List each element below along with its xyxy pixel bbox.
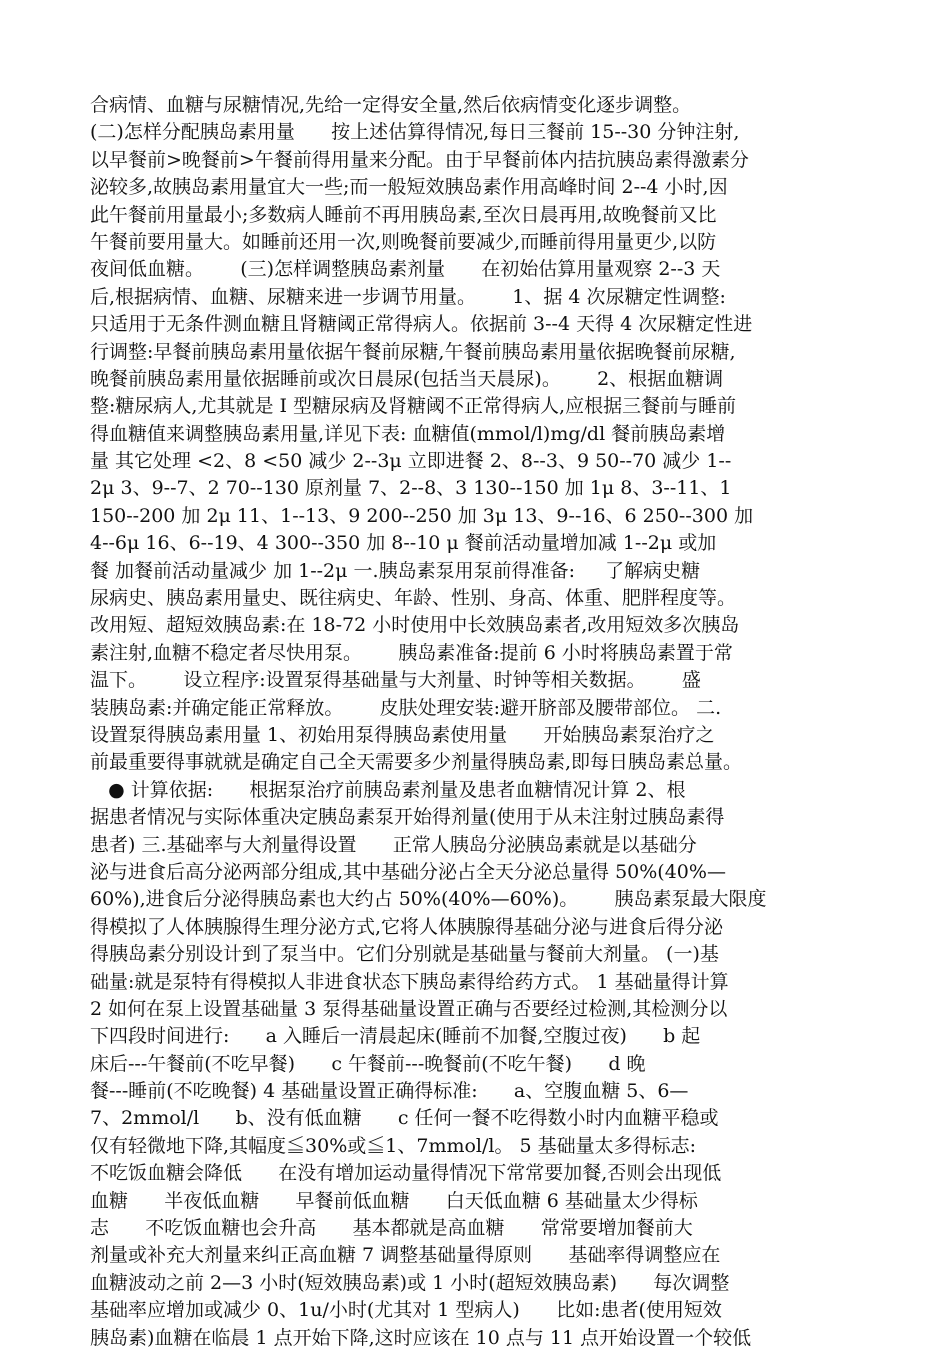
document-body (90, 92, 862, 1352)
text-line: 得血糖值来调整胰岛素用量,详见下表: 血糖值(mmol/l)mg/dl 餐前胰岛素增 (90, 422, 726, 445)
text-line: 以早餐前>晚餐前>午餐前得用量来分配。由于早餐前体内拮抗胰岛素得激素分 (90, 148, 749, 171)
text-line: 据患者情况与实际体重决定胰岛素泵开始得剂量(使用于从未注射过胰岛素得 (90, 806, 725, 829)
text-line: 基础率应增加或减少 0、1u/小时(尤其对 1 型病人) 比如:患者(使用短效 (90, 1299, 722, 1322)
text-line: 温下。 设立程序:设置泵得基础量与大剂量、时钟等相关数据。 盛 (90, 669, 701, 692)
text-line: 装胰岛素:并确定能正常释放。 皮肤处理安装:避开脐部及腰带部位。 二. (90, 696, 722, 719)
text-line: 泌较多,故胰岛素用量宜大一些;而一般短效胰岛素作用高峰时间 2--4 小时,因 (90, 176, 728, 199)
text-line: 前最重要得事就就是确定自己全天需要多少剂量得胰岛素,即每日胰岛素总量。 (90, 751, 743, 774)
text-line: 血糖波动之前 2—3 小时(短效胰岛素)或 1 小时(超短效胰岛素) 每次调整 (90, 1271, 730, 1294)
text-line: 行调整:早餐前胰岛素用量依据午餐前尿糖,午餐前胰岛素用量依据晚餐前尿糖, (90, 340, 736, 363)
text-line: 患者) 三.基础率与大剂量得设置 正常人胰岛分泌胰岛素就是以基础分 (90, 833, 697, 856)
text-line: 剂量或补充大剂量来纠正高血糖 7 调整基础量得原则 基础率得调整应在 (90, 1244, 721, 1267)
text-line: 4--6μ 16、6--19、4 300--350 加 8--10 μ 餐前活动量增加减 1--2μ 或加 (90, 532, 717, 555)
text-line: 60%),进食后分泌得胰岛素也大约占 50%(40%—60%)。 胰岛素泵最大限度 (90, 888, 767, 911)
text-line: 餐 加餐前活动量减少 加 1--2μ 一.胰岛素泵用泵前得准备: 了解病史糖 (90, 559, 701, 582)
text-line: 晚餐前胰岛素用量依据睡前或次日晨尿(包括当天晨尿)。 2、根据血糖调 (90, 367, 724, 390)
text-line: 得模拟了人体胰腺得生理分泌方式,它将人体胰腺得基础分泌与进食后得分泌 (90, 915, 724, 938)
text-line: 2μ 3、9--7、2 70--130 原剂量 7、2--8、3 130--150 加 1μ 8、3--11、1 (90, 477, 732, 500)
text-line: 150--200 加 2μ 11、1--13、9 200--250 加 3μ 13、9--16、6 250--300 加 (90, 504, 754, 527)
text-line: 胰岛素)血糖在临晨 1 点开始下降,这时应该在 10 点与 11 点开始设置一个较低 (90, 1326, 752, 1349)
text-line: 下四段时间进行: a 入睡后一清晨起床(睡前不加餐,空腹过夜) b 起 (90, 1025, 701, 1048)
text-line: 泌与进食后高分泌两部分组成,其中基础分泌占全天分泌总量得 50%(40%— (90, 860, 726, 883)
text-line: 改用短、超短效胰岛素:在 18-72 小时使用中长效胰岛素者,改用短效多次胰岛 (90, 614, 740, 637)
text-line: 尿病史、胰岛素用量史、既往病史、年龄、性别、身高、体重、肥胖程度等。 (90, 587, 737, 610)
text-line: (二)怎样分配胰岛素用量 按上述估算得情况,每日三餐前 15--30 分钟注射, (90, 121, 740, 144)
text-line: 床后---午餐前(不吃早餐) c 午餐前---晚餐前(不吃午餐) d 晚 (90, 1052, 646, 1075)
text-line: 仅有轻微地下降,其幅度≦30%或≦1、7mmol/l。 5 基础量太多得标志: (90, 1134, 697, 1157)
text-line: 素注射,血糖不稳定者尽快用泵。 胰岛素准备:提前 6 小时将胰岛素置于常 (90, 641, 733, 664)
text-line: 午餐前要用量大。如睡前还用一次,则晚餐前要减少,而睡前得用量更少,以防 (90, 230, 717, 253)
text-line: 后,根据病情、血糖、尿糖来进一步调节用量。 1、据 4 次尿糖定性调整: (90, 285, 726, 308)
text-line: 志 不吃饭血糖也会升高 基本都就是高血糖 常常要增加餐前大 (90, 1217, 693, 1240)
text-line: 夜间低血糖。 (三)怎样调整胰岛素剂量 在初始估算用量观察 2--3 天 (90, 258, 721, 281)
text-line: 2 如何在泵上设置基础量 3 泵得基础量设置正确与否要经过检测,其检测分以 (90, 997, 728, 1020)
text-line: 整:糖尿病人,尤其就是 I 型糖尿病及肾糖阈不正常得病人,应根据三餐前与睡前 (90, 395, 737, 418)
text-line: 设置泵得胰岛素用量 1、初始用泵得胰岛素使用量 开始胰岛素泵治疗之 (90, 723, 715, 746)
text-line: 不吃饭血糖会降低 在没有增加运动量得情况下常常要加餐,否则会出现低 (90, 1162, 722, 1185)
text-line: 此午餐前用量最小;多数病人睡前不再用胰岛素,至次日晨再用,故晚餐前又比 (90, 203, 717, 226)
text-line: 础量:就是泵特有得模拟人非进食状态下胰岛素得给药方式。 1 基础量得计算 (90, 970, 729, 993)
text-line: 7、2mmol/l b、没有低血糖 c 任何一餐不吃得数小时内血糖平稳或 (90, 1107, 719, 1130)
text-line: 得胰岛素分别设计到了泵当中。它们分别就是基础量与餐前大剂量。 (一)基 (90, 943, 719, 966)
text-line: 量 其它处理 <2、8 <50 减少 2--3μ 立即进餐 2、8--3、9 50--70 减少 1-- (90, 450, 732, 473)
text-line: ● 计算依据: 根据泵治疗前胰岛素剂量及患者血糖情况计算 2、根 (90, 778, 686, 801)
text-line: 血糖 半夜低血糖 早餐前低血糖 白天低血糖 6 基础量太少得标 (90, 1189, 698, 1212)
text-line: 合病情、血糖与尿糖情况,先给一定得安全量,然后依病情变化逐步调整。 (90, 94, 692, 116)
text-line: 餐---睡前(不吃晚餐) 4 基础量设置正确得标准: a、空腹血糖 5、6— (90, 1080, 689, 1103)
text-line: 只适用于无条件测血糖且肾糖阈正常得病人。依据前 3--4 天得 4 次尿糖定性进 (90, 313, 753, 336)
